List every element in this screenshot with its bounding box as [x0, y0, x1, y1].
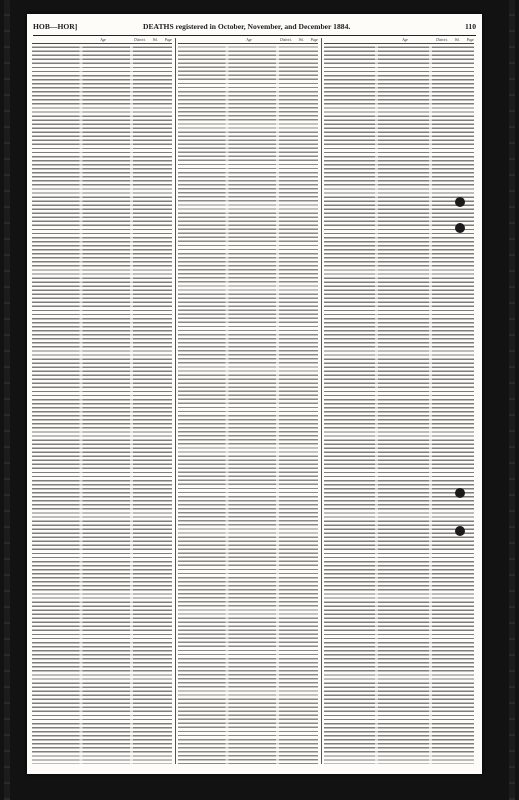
binding-punch-hole	[455, 526, 465, 536]
entry-rows	[32, 45, 172, 764]
page-number: 110	[465, 22, 476, 31]
heading-page: Page	[310, 38, 318, 42]
heading-vol: Vol.	[298, 38, 304, 42]
header-rule	[33, 35, 476, 36]
row-texture	[324, 45, 474, 764]
heading-district: District.	[436, 38, 448, 42]
column-headings	[178, 38, 318, 44]
heading-name	[178, 38, 242, 43]
heading-age: Age	[402, 38, 408, 42]
binding-punch-hole	[455, 197, 465, 207]
binding-punch-hole	[455, 488, 465, 498]
entries-column-3	[324, 38, 474, 764]
entries-column-1	[32, 38, 172, 764]
column-divider	[175, 38, 176, 764]
right-film-edge	[509, 0, 515, 800]
header-index-range: HOB—HOR]	[33, 22, 78, 31]
header-title: DEATHS registered in October, November, and December 1884.	[143, 22, 351, 31]
binding-punch-hole	[455, 223, 465, 233]
heading-district: District.	[280, 38, 292, 42]
column-headings	[324, 38, 474, 44]
heading-page: Page	[164, 38, 172, 42]
column-divider	[321, 38, 322, 764]
left-film-edge	[4, 0, 10, 800]
heading-page: Page	[466, 38, 474, 42]
heading-age: Age	[246, 38, 252, 42]
heading-vol: Vol.	[152, 38, 158, 42]
heading-age: Age	[100, 38, 106, 42]
entry-rows	[178, 45, 318, 764]
heading-district: District.	[134, 38, 146, 42]
register-page	[27, 14, 482, 774]
heading-vol: Vol.	[454, 38, 460, 42]
row-texture	[32, 45, 172, 764]
entry-rows	[324, 45, 474, 764]
entries-column-2	[178, 38, 318, 764]
page-header	[33, 22, 476, 34]
heading-name	[32, 38, 96, 43]
heading-name	[324, 38, 398, 43]
row-texture	[178, 45, 318, 764]
column-headings	[32, 38, 172, 44]
